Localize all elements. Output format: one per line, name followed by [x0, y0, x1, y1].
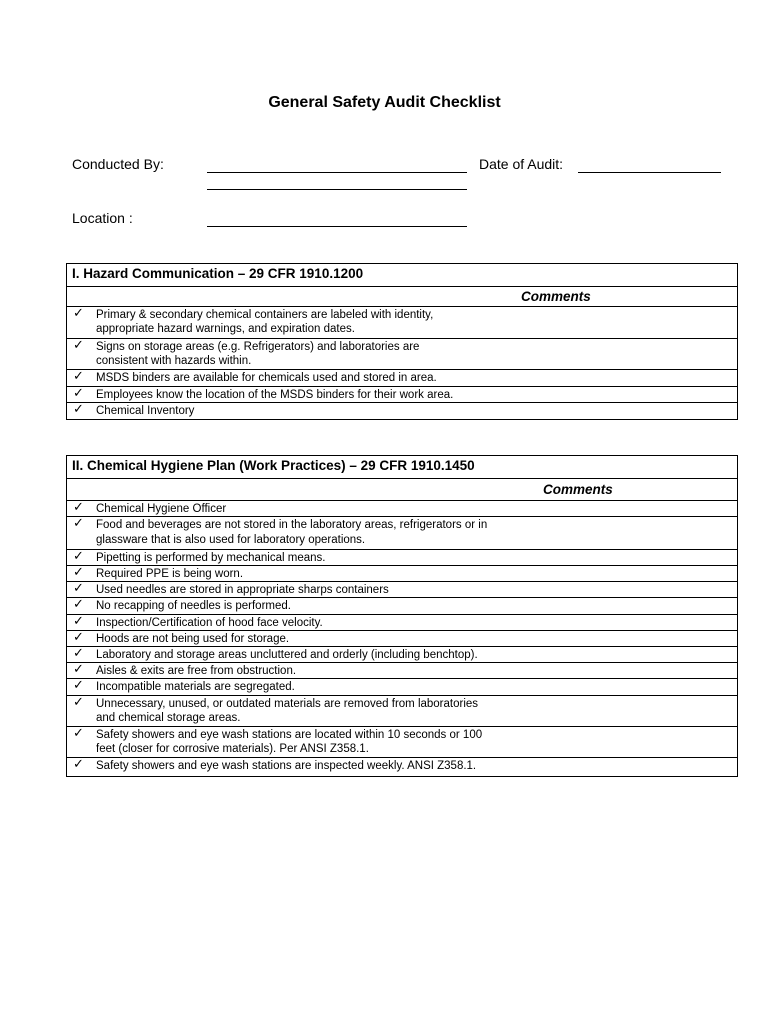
list-item: [67, 696, 737, 727]
section-header: I. Hazard Communication – 29 CFR 1910.1200: [67, 264, 737, 287]
item-text: Inspection/Certification of hood face velocity.: [96, 617, 323, 629]
list-item: [67, 517, 737, 550]
checkmark-icon: ✓: [73, 726, 84, 741]
item-text: Unnecessary, unused, or outdated materials are removed from laboratories and chemical storage areas.: [96, 698, 479, 724]
list-item: [67, 387, 737, 403]
comments-label: Comments: [543, 482, 613, 497]
list-item: [67, 679, 737, 696]
chemical-hygiene-section: [66, 455, 738, 777]
item-text: Required PPE is being worn.: [96, 568, 244, 580]
list-item: [67, 663, 737, 679]
checkmark-icon: ✓: [73, 646, 84, 661]
conducted-by-label: Conducted By:: [72, 156, 164, 172]
checkmark-icon: ✓: [73, 549, 84, 564]
list-item: [67, 631, 737, 647]
location-line[interactable]: [207, 226, 467, 227]
checkmark-icon: ✓: [73, 678, 84, 693]
list-item: [67, 647, 737, 663]
checkmark-icon: ✓: [73, 614, 84, 629]
list-item: [67, 307, 737, 339]
checkmark-icon: ✓: [73, 338, 84, 353]
item-text: Laboratory and storage areas uncluttered and orderly (including benchtop).: [96, 649, 478, 661]
item-text: Employees know the location of the MSDS binders for their work area.: [96, 389, 454, 401]
comments-header: [67, 287, 737, 307]
checkmark-icon: ✓: [73, 565, 84, 580]
item-text: Food and beverages are not stored in the laboratory areas, refrigerators or in glassware that is also used for laboratory operations.: [96, 519, 488, 546]
item-text: Incompatible materials are segregated.: [96, 681, 295, 693]
item-text: Chemical Inventory: [96, 405, 195, 417]
item-text: No recapping of needles is performed.: [96, 600, 291, 612]
item-text: Primary & secondary chemical containers are labeled with identity, appropriate hazard warnings, and expiration dates.: [96, 309, 434, 335]
checkmark-icon: ✓: [73, 516, 84, 531]
checkmark-icon: ✓: [73, 695, 84, 710]
list-item: [67, 727, 737, 758]
list-item: [67, 582, 737, 598]
checkmark-icon: ✓: [73, 581, 84, 596]
item-text: Signs on storage areas (e.g. Refrigerators) and laboratories are consistent with hazards within.: [96, 341, 420, 367]
list-item: [67, 550, 737, 566]
item-text: Safety showers and eye wash stations are located within 10 seconds or 100 feet (closer for corrosive materials). Per ANSI Z358.1.: [96, 729, 483, 755]
item-text: Pipetting is performed by mechanical means.: [96, 552, 326, 564]
section-header: II. Chemical Hygiene Plan (Work Practices) – 29 CFR 1910.1450: [67, 456, 737, 479]
hazard-communication-section: [66, 263, 738, 420]
list-item: [67, 339, 737, 370]
location-label: Location :: [72, 210, 133, 226]
list-item: [67, 501, 737, 517]
item-text: Chemical Hygiene Officer: [96, 503, 227, 515]
list-item: [67, 598, 737, 615]
checkmark-icon: ✓: [73, 757, 84, 772]
checkmark-icon: ✓: [73, 597, 84, 612]
item-text: Used needles are stored in appropriate sharps containers: [96, 584, 389, 596]
list-item: [67, 403, 737, 419]
checkmark-icon: ✓: [73, 369, 84, 384]
conducted-by-line-2[interactable]: [207, 189, 467, 190]
checkmark-icon: ✓: [73, 662, 84, 677]
item-text: Hoods are not being used for storage.: [96, 633, 290, 645]
checkmark-icon: ✓: [73, 306, 84, 321]
item-text: Safety showers and eye wash stations are inspected weekly. ANSI Z358.1.: [96, 760, 477, 772]
document-title: General Safety Audit Checklist: [268, 94, 501, 111]
date-of-audit-label: Date of Audit:: [479, 156, 564, 172]
list-item: [67, 758, 737, 775]
conducted-by-line-1[interactable]: [207, 172, 467, 173]
comments-label: Comments: [521, 289, 591, 304]
list-item: [67, 566, 737, 582]
item-text: MSDS binders are available for chemicals used and stored in area.: [96, 372, 437, 384]
item-text: Aisles & exits are free from obstruction.: [96, 665, 297, 677]
checkmark-icon: ✓: [73, 500, 84, 515]
checkmark-icon: ✓: [73, 630, 84, 645]
list-item: [67, 615, 737, 631]
comments-header: [67, 479, 737, 501]
checkmark-icon: ✓: [73, 386, 84, 401]
date-of-audit-line[interactable]: [578, 172, 721, 173]
list-item: [67, 370, 737, 387]
checkmark-icon: ✓: [73, 402, 84, 417]
